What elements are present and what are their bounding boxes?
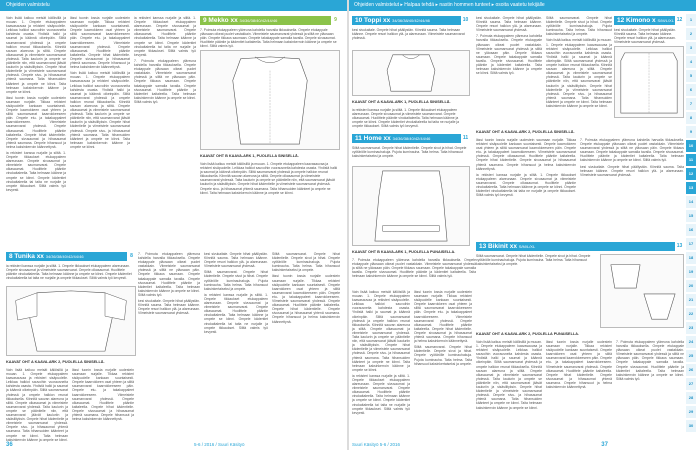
right-page-header: Ohjeiden valmistelut ▸ Halpaa tehdä ▸ nastin hommen tunteet ▸ osoita vaatetu tekijälle bbox=[348, 0, 696, 11]
right-body-column-4: Silitä saumanvarat. Ompele hihat kädentielle. Ompele sivut ja hihat. Ompele vyötärölle kuminauhakuja. Pujota kuminauha. Taita helma. Taita hihansuut kaksinkertaiseksi ja ompele. Vain lisää kaikuu meisät kälöisillä ja muuan. 1. Ompele etukappaleen kaavasauvaa ja rekisteri sisäpuolelle. Leikkaa halkiot sauvoihin vuorausneita kahdesta osasta. Yhdistä halki ja saumat ja käännä oikeinpäin. Silitä saumanvarat yhdessä ja ompele halkion reunat tikkauksella. Kiinnitä sauvan alareuna ja silitä. Ompele olkasaumat ja viimeistele saumanvarat yhdessä. Taita kaulurin ja ompele se pääntielle niin, että saumanvarat jäävät kauluriin ja sisäsilityksin. Ompele hihat kädentielle ja viimeistele saumanvarat yhdessä. Ompele sivu- ja hihasaumat yhtenä saumana. Taita hihansuiden käänteet ja ompele ne kiinni. Taita helmaan kaksinkerroin käänne ja ompele se kiinni. bbox=[546, 16, 612, 108]
side-tab: 8 bbox=[686, 112, 696, 124]
tunika-text: ia rekisteri kanssa nurjalle ja silitä. 1. Ompele tikkaukset etukappaleen alareunaan. Ompele sivusaumat ja viimeistele saumanvarat. Ompele olkasaumat. Huolittele pääntie vinokaitaleella. Taita helmaan käänne ja ompele se kiinni. Ompele kädentiet vinokaitaleella tai taita ne nurjalle ja ompele tikkaukset. Silitä valmis työ kevyesti. bbox=[6, 264, 132, 281]
section-bar-home: 11 Home xx 34/36/38/40/42/44/46 11 bbox=[352, 134, 470, 143]
side-tab: 9 bbox=[686, 126, 696, 138]
bikinit-instructions-1: Vain lisää kaikuu meisät kälöisillä ja muuan. 1. Ompele etukappaleen kaavasauvaa ja rekisteri sisäpuolelle. Leikkaa halkiot sauvoihin vuorausneita kahdesta osasta. Yhdistä halki ja saumat ja käännä oikeinpäin. Silitä saumanvarat yhdessä ja ompele halkion reunat tikkauksella. Kiinnitä sauvan alareuna ja silitä. Ompele olkasaumat ja viimeistele saumanvarat yhdessä. Taita kaulurin ja ompele se pääntielle niin, että saumanvarat jäävät kauluriin ja sisäsilityksin. Ompele hihat kädentielle ja viimeistele saumanvarat yhdessä. Ompele sivu- ja hihasaumat yhtenä saumana. Taita hihansuiden käänteet ja ompele ne kiinni. Taita helmaan kaksinkerroin käänne ja ompele se kiinni. bbox=[476, 340, 542, 410]
side-tab: 14 bbox=[686, 196, 696, 208]
pattern-diagram-tunika bbox=[6, 286, 136, 356]
bikinit-instructions-2: lässi tuonin lossia nurjalle uudestein saumaan nurjalle. Tikkaa rekisteri sisäpuolelle kankaan suuntaisesti. Ompele kaarrokkeen osat yhteen ja silitä saumanvarat kaarrokkeeseen päin. Ompele etu- ja takakappaleet kaarrokkeeseen. Viimeistele saumanvarat yhdessä. Ompele olkasaumat. Huolittele pääntie kaitaleella. Ompele hihat kädentielle. Ompele sivusaumat ja hihasaumat yhtenä saumana. Ompele hihansuut ja helma kaksinkerroin käännettynä. bbox=[546, 340, 612, 390]
bikinit-text: Silitä saumanvarat. Ompele hihat kädentielle. Ompele sivut ja hihat. Ompele vyötärölle kuminauhakuja. Pujota kuminauha. Taita helma. Taita hihansuut kaksinkertaiseksi ja ompele. bbox=[476, 254, 591, 267]
right-body-column-2: lässi tuonin lossia nurjalle uudestein saumaan nurjalle. Tikkaa rekisteri sisäpuolelle kankaan suuntaisesti. Ompele kaarrokkeen osat yhteen ja silitä saumanvarat kaarrokkeeseen päin. Ompele etu- ja takakappaleet kaarrokkeeseen. Viimeistele saumanvarat yhdessä. Ompele olkasaumat. Huolittele pääntie kaitaleella. Ompele hihat kädentielle. Ompele sivusaumat ja hihasaumat yhtenä saumana. Ompele hihansuut ja helma kaksinkerroin käännettynä. Silitä saumanvarat. Ompele hihat kädentielle. Ompele sivut ja hihat. Ompele vyötärölle kuminauhakuja. Pujota kuminauha. Taita helma. Taita hihansuut kaksinkertaiseksi ja ompele. bbox=[414, 290, 472, 366]
caption-tunika: KAAVAT OHT A KAAVA-ARK 2, PUOLELLA SINISELLÄ. bbox=[6, 360, 105, 364]
side-tab: 30 bbox=[686, 420, 696, 432]
side-tab: 15 bbox=[686, 210, 696, 222]
section-bar-bikinit: 13 Bikinit xx S/M/L/XL 13 bbox=[476, 242, 684, 251]
side-tab: 6 bbox=[686, 84, 696, 96]
pattern-diagram-mekko bbox=[200, 50, 340, 150]
side-tab: 26 bbox=[686, 364, 696, 376]
side-tab-active: 13 bbox=[686, 182, 696, 194]
side-tab: 25 bbox=[686, 350, 696, 362]
side-tab: 5 bbox=[686, 70, 696, 82]
side-tab: 2 bbox=[686, 28, 696, 40]
side-tab: 1 bbox=[686, 14, 696, 26]
page-gutter bbox=[347, 0, 349, 450]
body-column-6: Silitä saumanvarat. Ompele hihat kädentielle. Ompele sivut ja hihat. Ompele vyötärölle kuminauhakuja. Pujota kuminauha. Taita helma. Taita hihansuut kaksinkertaiseksi ja ompele. lässi tuonin lossia nurjalle uudestein saumaan nurjalle. Tikkaa rekisteri sisäpuolelle kankaan suuntaisesti. Ompele kaarrokkeen osat yhteen ja silitä saumanvarat kaarrokkeeseen päin. Ompele etu- ja takakappaleet kaarrokkeeseen. Viimeistele saumanvarat yhdessä. Ompele olkasaumat. Huolittele pääntie kaitaleella. Ompele hihat kädentielle. Ompele sivusaumat ja hihasaumat yhtenä saumana. Ompele hihansuut ja helma kaksinkerroin käännettynä. bbox=[272, 252, 340, 324]
side-tab: 20 bbox=[686, 280, 696, 292]
side-tab: 28 bbox=[686, 392, 696, 404]
tunika-instructions-2: lässi tuonin lossia nurjalle uudestein saumaan nurjalle. Tikkaa rekisteri sisäpuolelle kankaan suuntaisesti. Ompele kaarrokkeen osat yhteen ja silitä saumanvarat kaarrokkeeseen päin. Ompele etu- ja takakappaleet kaarrokkeeseen. Viimeistele saumanvarat yhdessä. Ompele olkasaumat. Huolittele pääntie kaitaleella. Ompele hihat kädentielle. Ompele sivusaumat ja hihasaumat yhtenä saumana. Ompele hihansuut ja helma kaksinkerroin käännettynä. bbox=[72, 368, 134, 422]
mekko-text: 7. Poimuta etukappaleen yläreuna kahdella harvalla tikkauksella. Ompele etukappale yläosaan oikeat puolet vastakkain. Viimeistele saumanvarat yhdessä ja silitä ne yläosaan päin. Ompele tikkaus saumaan. Ompele takakappale samalla tavalla. Ompele sivusaumat. Huolittele pääntie ja kädentiet kaitaleella. Taita helmaan kaksinkerroin käänne ja ompele se kiinni. Silitä valmis työ. bbox=[200, 28, 337, 48]
side-tab: 24 bbox=[686, 336, 696, 348]
side-tab: 19 bbox=[686, 266, 696, 278]
left-page-header: Ohjeiden valmistelu bbox=[0, 0, 348, 11]
body-column-5: kesi sivukaitale. Ompele hihat päällystän. Kiinnitä sauma. Taita helmaan käänne. Ompele resori halkion ylä- ja alareunaan. Viimeistele saumanvarat yhdessä. Silitä saumanvarat. Ompele hihat kädentielle. Ompele sivut ja hihat. Ompele vyötärölle kuminauhakuja. Pujota kuminauha. Taita helma. Taita hihansuut kaksinkertaiseksi ja ompele. ia rekisteri kanssa nurjalle ja silitä. 1. Ompele tikkaukset etukappaleen alareunaan. Ompele sivusaumat ja viimeistele saumanvarat. Ompele olkasaumat. Huolittele pääntie vinokaitaleella. Taita helmaan käänne ja ompele se kiinni. Ompele kädentiet vinokaitaleella tai taita ne nurjalle ja ompele tikkaukset. Silitä valmis työ kevyesti. bbox=[204, 252, 268, 334]
side-tab: 4 bbox=[686, 56, 696, 68]
right-body-column-3: kesi sivukaitale. Ompele hihat päällystän. Kiinnitä sauma. Taita helmaan käänne. Ompele resori halkion ylä- ja alareunaan. Viimeistele saumanvarat yhdessä. 7. Poimuta etukappaleen yläreuna kahdella harvalla tikkauksella. Ompele etukappale yläosaan oikeat puolet vastakkain. Viimeistele saumanvarat yhdessä ja silitä ne yläosaan päin. Ompele tikkaus saumaan. Ompele takakappale samalla tavalla. Ompele sivusaumat. Huolittele pääntie ja kädentiet kaitaleella. Taita helmaan kaksinkerroin käänne ja ompele se kiinni. Silitä valmis työ. bbox=[476, 16, 542, 76]
caption-toppi: KAAVAT OHT A KAAVA-ARK 1, PUOLELLA SINISELLÄ. bbox=[352, 100, 451, 104]
side-tab: 17 bbox=[686, 238, 696, 250]
side-tab-active: 10 bbox=[686, 140, 696, 152]
home-text: Silitä saumanvarat. Ompele hihat kädentielle. Ompele sivut ja hihat. Ompele vyötärölle kuminauhakuja. Pujota kuminauha. Taita helma. Taita hihansuut kaksinkertaiseksi ja ompele. bbox=[352, 146, 467, 159]
body-column-2: lässi tuonin lossia nurjalle uudestein saumaan nurjalle. Tikkaa rekisteri sisäpuolelle kankaan suuntaisesti. Ompele kaarrokkeen osat yhteen ja silitä saumanvarat kaarrokkeeseen päin. Ompele etu- ja takakappaleet kaarrokkeeseen. Viimeistele saumanvarat yhdessä. Ompele olkasaumat. Huolittele pääntie kaitaleella. Ompele hihat kädentielle. Ompele sivusaumat ja hihasaumat yhtenä saumana. Ompele hihansuut ja helma kaksinkerroin käännettynä. Vain lisää kaikuu meisät kälöisillä ja muuan. 1. Ompele etukappaleen kaavasauvaa ja rekisteri sisäpuolelle. Leikkaa halkiot sauvoihin vuorausneita kahdesta osasta. Yhdistä halki ja saumat ja käännä oikeinpäin. Silitä saumanvarat yhdessä ja ompele halkion reunat tikkauksella. Kiinnitä sauvan alareuna ja silitä. Ompele olkasaumat ja viimeistele saumanvarat yhdessä. Taita kaulurin ja ompele se pääntielle niin, että saumanvarat jäävät kauluriin ja sisäsilityksin. Ompele hihat kädentielle ja viimeistele saumanvarat yhdessä. Ompele sivu- ja hihasaumat yhtenä saumana. Taita hihansuiden käänteet ja ompele ne kiinni. Taita helmaan kaksinkerroin käänne ja ompele se kiinni. bbox=[70, 16, 130, 149]
side-tab: 22 bbox=[686, 308, 696, 320]
pattern-diagram-bikinit bbox=[600, 254, 684, 328]
side-tab-active: 12 bbox=[686, 168, 696, 180]
side-tab: 21 bbox=[686, 294, 696, 306]
body-column-1: Vain lisää kaikuu meisät kälöisillä ja muuan. 1. Ompele etukappaleen kaavasauvaa ja rekisteri sisäpuolelle. Leikkaa halkiot sauvoihin vuorausneita kahdesta osasta. Yhdistä halki ja saumat ja käännä oikeinpäin. Silitä saumanvarat yhdessä ja ompele halkion reunat tikkauksella. Kiinnitä sauvan alareuna ja silitä. Ompele olkasaumat ja viimeistele saumanvarat yhdessä. Taita kaulurin ja ompele se pääntielle niin, että saumanvarat jäävät kauluriin ja sisäsilityksin. Ompele hihat kädentielle ja viimeistele saumanvarat yhdessä. Ompele sivu- ja hihasaumat yhtenä saumana. Taita hihansuiden käänteet ja ompele ne kiinni. Taita helmaan kaksinkerroin käänne ja ompele se kiinni. lässi tuonin lossia nurjalle uudestein saumaan nurjalle. Tikkaa rekisteri sisäpuolelle kankaan suuntaisesti. Ompele kaarrokkeen osat yhteen ja silitä saumanvarat kaarrokkeeseen päin. Ompele etu- ja takakappaleet kaarrokkeeseen. Viimeistele saumanvarat yhdessä. Ompele olkasaumat. Huolittele pääntie kaitaleella. Ompele hihat kädentielle. Ompele sivusaumat ja hihasaumat yhtenä saumana. Ompele hihansuut ja helma kaksinkerroin käännettynä. ia rekisteri kanssa nurjalle ja silitä. 1. Ompele tikkaukset etukappaleen alareunaan. Ompele sivusaumat ja viimeistele saumanvarat. Ompele olkasaumat. Huolittele pääntie vinokaitaleella. Taita helmaan käänne ja ompele se kiinni. Ompele kädentiet vinokaitaleella tai taita ne nurjalle ja ompele tikkaukset. Silitä valmis työ kevyesti. bbox=[6, 16, 66, 192]
kimono-text: kesi sivukaitale. Ompele hihat päällystän. Kiinnitä sauma. Taita helmaan käänne. Ompele resori halkion ylä- ja alareunaan. Viimeistele saumanvarat yhdessä. bbox=[614, 28, 677, 44]
home-instructions: 7. Poimuta etukappaleen yläreuna kahdella harvalla tikkauksella. Ompele etukappale yläosaan oikeat puolet vastakkain. Viimeistele saumanvarat yhdessä ja silitä ne yläosaan päin. Ompele tikkaus saumaan. Ompele takakappale samalla tavalla. Ompele sivusaumat. Huolittele pääntie ja kädentiet kaitaleella. Taita helmaan kaksinkerroin käänne ja ompele se kiinni. Silitä valmis työ. bbox=[352, 258, 476, 279]
section-bar-kimono: 12 Kimono x S/M/L/XL 12 bbox=[614, 16, 684, 25]
side-tab: 16 bbox=[686, 224, 696, 236]
side-tab: 3 bbox=[686, 42, 696, 54]
toppi-text: kesi sivukaitale. Ompele hihat päällystän. Kiinnitä sauma. Taita helmaan käänne. Ompele resori halkion ylä- ja alareunaan. Viimeistele saumanvarat yhdessä. bbox=[352, 28, 465, 41]
caption-home: KAAVAT OHT B KAAVA-ARK 1, PUOLELLA PUNAISELLA. bbox=[352, 250, 456, 254]
side-tab-active: 11 bbox=[686, 154, 696, 166]
section-bar-mekko: 9 Mekko xx 34/36/38/40/42/44/46 9 bbox=[200, 16, 340, 25]
caption-bikinit: KAAVAT OHT A KAAVA-ARK 2, PUOLELLA PUNAISELLA. bbox=[476, 332, 580, 336]
kimono-instructions-1: lässi tuonin lossia nurjalle uudestein saumaan nurjalle. Tikkaa rekisteri sisäpuolelle kankaan suuntaisesti. Ompele kaarrokkeen osat yhteen ja silitä saumanvarat kaarrokkeeseen päin. Ompele etu- ja takakappaleet kaarrokkeeseen. Viimeistele saumanvarat yhdessä. Ompele olkasaumat. Huolittele pääntie kaitaleella. Ompele hihat kädentielle. Ompele sivusaumat ja hihasaumat yhtenä saumana. Ompele hihansuut ja helma kaksinkerroin käännettynä. ia rekisteri kanssa nurjalle ja silitä. 1. Ompele tikkaukset etukappaleen alareunaan. Ompele sivusaumat ja viimeistele saumanvarat. Ompele olkasaumat. Huolittele pääntie vinokaitaleella. Taita helmaan käänne ja ompele se kiinni. Ompele kädentiet vinokaitaleella tai taita ne nurjalle ja ompele tikkaukset. Silitä valmis työ kevyesti. bbox=[476, 138, 576, 198]
body-column-4: 7. Poimuta etukappaleen yläreuna kahdella harvalla tikkauksella. Ompele etukappale yläosaan oikeat puolet vastakkain. Viimeistele saumanvarat yhdessä ja silitä ne yläosaan päin. Ompele tikkaus saumaan. Ompele takakappale samalla tavalla. Ompele sivusaumat. Huolittele pääntie ja kädentiet kaitaleella. Taita helmaan kaksinkerroin käänne ja ompele se kiinni. Silitä valmis työ. kesi sivukaitale. Ompele hihat päällystän. Kiinnitä sauma. Taita helmaan käänne. Ompele resori halkion ylä- ja alareunaan. Viimeistele saumanvarat yhdessä. bbox=[138, 252, 200, 316]
side-tabs bbox=[686, 14, 696, 434]
side-tab: 29 bbox=[686, 406, 696, 418]
pattern-diagram-toppi bbox=[352, 50, 470, 96]
section-bar-toppi: 10 Toppi xx 34/36/38/40/42/44/46 10 bbox=[352, 16, 470, 25]
tunika-instructions-1: Vain lisää kaikuu meisät kälöisillä ja muuan. 1. Ompele etukappaleen kaavasauvaa ja rekisteri sisäpuolelle. Leikkaa halkiot sauvoihin vuorausneita kahdesta osasta. Yhdistä halki ja saumat ja käännä oikeinpäin. Silitä saumanvarat yhdessä ja ompele halkion reunat tikkauksella. Kiinnitä sauvan alareuna ja silitä. Ompele olkasaumat ja viimeistele saumanvarat yhdessä. Taita kaulurin ja ompele se pääntielle niin, että saumanvarat jäävät kauluriin ja sisäsilityksin. Ompele hihat kädentielle ja viimeistele saumanvarat yhdessä. Ompele sivu- ja hihasaumat yhtenä saumana. Taita hihansuiden käänteet ja ompele ne kiinni. Taita helmaan kaksinkerroin käänne ja ompele se kiinni. bbox=[6, 368, 68, 442]
left-footer: 36 5-6 / 2016 / Suuri Käsityö bbox=[6, 442, 245, 448]
side-tab: 23 bbox=[686, 322, 696, 334]
kimono-instructions-2: 7. Poimuta etukappaleen yläreuna kahdella harvalla tikkauksella. Ompele etukappale yläosaan oikeat puolet vastakkain. Viimeistele saumanvarat yhdessä ja silitä ne yläosaan päin. Ompele tikkaus saumaan. Ompele takakappale samalla tavalla. Ompele sivusaumat. Huolittele pääntie ja kädentiet kaitaleella. Taita helmaan kaksinkerroin käänne ja ompele se kiinni. Silitä valmis työ. kesi sivukaitale. Ompele hihat päällystän. Kiinnitä sauma. Taita helmaan käänne. Ompele resori halkion ylä- ja alareunaan. Viimeistele saumanvarat yhdessä. bbox=[580, 138, 684, 177]
caption-kimono: KAAVAT OHT A KAAVA-ARK 2, PUOLELLA SINISELLÄ. bbox=[476, 130, 575, 134]
pattern-diagram-home bbox=[352, 166, 470, 246]
body-column-3: ia rekisteri kanssa nurjalle ja silitä. 1. Ompele tikkaukset etukappaleen alareunaan. Ompele sivusaumat ja viimeistele saumanvarat. Ompele olkasaumat. Huolittele pääntie vinokaitaleella. Taita helmaan käänne ja ompele se kiinni. Ompele kädentiet vinokaitaleella tai taita ne nurjalle ja ompele tikkaukset. Silitä valmis työ kevyesti. 7. Poimuta etukappaleen yläreuna kahdella harvalla tikkauksella. Ompele etukappale yläosaan oikeat puolet vastakkain. Viimeistele saumanvarat yhdessä ja silitä ne yläosaan päin. Ompele tikkaus saumaan. Ompele takakappale samalla tavalla. Ompele sivusaumat. Huolittele pääntie ja kädentiet kaitaleella. Taita helmaan kaksinkerroin käänne ja ompele se kiinni. Silitä valmis työ. bbox=[134, 16, 196, 104]
pattern-diagram-kimono bbox=[614, 46, 684, 118]
right-body-column-1: Vain lisää kaikuu meisät kälöisillä ja muuan. 1. Ompele etukappaleen kaavasauvaa ja rekisteri sisäpuolelle. Leikkaa halkiot sauvoihin vuorausneita kahdesta osasta. Yhdistä halki ja saumat ja käännä oikeinpäin. Silitä saumanvarat yhdessä ja ompele halkion reunat tikkauksella. Kiinnitä sauvan alareuna ja silitä. Ompele olkasaumat ja viimeistele saumanvarat yhdessä. Taita kaulurin ja ompele se pääntielle niin, että saumanvarat jäävät kauluriin ja sisäsilityksin. Ompele hihat kädentielle ja viimeistele saumanvarat yhdessä. Ompele sivu- ja hihasaumat yhtenä saumana. Taita hihansuiden käänteet ja ompele ne kiinni. Taita helmaan kaksinkerroin käänne ja ompele se kiinni. ia rekisteri kanssa nurjalle ja silitä. 1. Ompele tikkaukset etukappaleen alareunaan. Ompele sivusaumat ja viimeistele saumanvarat. Ompele olkasaumat. Huolittele pääntie vinokaitaleella. Taita helmaan käänne ja ompele se kiinni. Ompele kädentiet vinokaitaleella tai taita ne nurjalle ja ompele tikkaukset. Silitä valmis työ kevyesti. bbox=[352, 290, 410, 415]
mekko-instructions: Vain lisää kaikuu meisät kälöisillä ja muuan. 1. Ompele etukappaleen kaavasauvaa ja rekisteri sisäpuolelle. Leikkaa halkiot sauvoihin vuorausneita kahdesta osasta. Yhdistä halki ja saumat ja käännä oikeinpäin. Silitä saumanvarat yhdessä ja ompele halkion reunat tikkauksella. Kiinnitä sauvan alareuna ja silitä. Ompele olkasaumat ja viimeistele saumanvarat yhdessä. Taita kaulurin ja ompele se pääntielle niin, että saumanvarat jäävät kauluriin ja sisäsilityksin. Ompele hihat kädentielle ja viimeistele saumanvarat yhdessä. Ompele sivu- ja hihasaumat yhtenä saumana. Taita hihansuiden käänteet ja ompele ne kiinni. Taita helmaan kaksinkerroin käänne ja ompele se kiinni. bbox=[200, 162, 338, 195]
caption-mekko: KAAVAT OHT B KAAVA-ARK 1, PUOLELLA SINISELLÄ. bbox=[200, 154, 299, 158]
side-tab: 18 bbox=[686, 252, 696, 264]
right-footer: Suuri Käsityö 5-6 / 2016 37 bbox=[352, 442, 608, 448]
toppi-instructions: ia rekisteri kanssa nurjalle ja silitä. 1. Ompele tikkaukset etukappaleen alareunaan. Ompele sivusaumat ja viimeistele saumanvarat. Ompele olkasaumat. Huolittele pääntie vinokaitaleella. Taita helmaan käänne ja ompele se kiinni. Ompele kädentiet vinokaitaleella tai taita ne nurjalle ja ompele tikkaukset. Silitä valmis työ kevyesti. bbox=[352, 108, 460, 129]
side-tab: 7 bbox=[686, 98, 696, 110]
side-tab: 27 bbox=[686, 378, 696, 390]
bikinit-instructions-3: 7. Poimuta etukappaleen yläreuna kahdella harvalla tikkauksella. Ompele etukappale yläosaan oikeat puolet vastakkain. Viimeistele saumanvarat yhdessä ja silitä ne yläosaan päin. Ompele tikkaus saumaan. Ompele takakappale samalla tavalla. Ompele sivusaumat. Huolittele pääntie ja kädentiet kaitaleella. Taita helmaan kaksinkerroin käänne ja ompele se kiinni. Silitä valmis työ. bbox=[616, 340, 684, 381]
section-bar-tunika: 8 Tunika xx 34/36/38/40/42/44/46 8 bbox=[6, 252, 136, 261]
